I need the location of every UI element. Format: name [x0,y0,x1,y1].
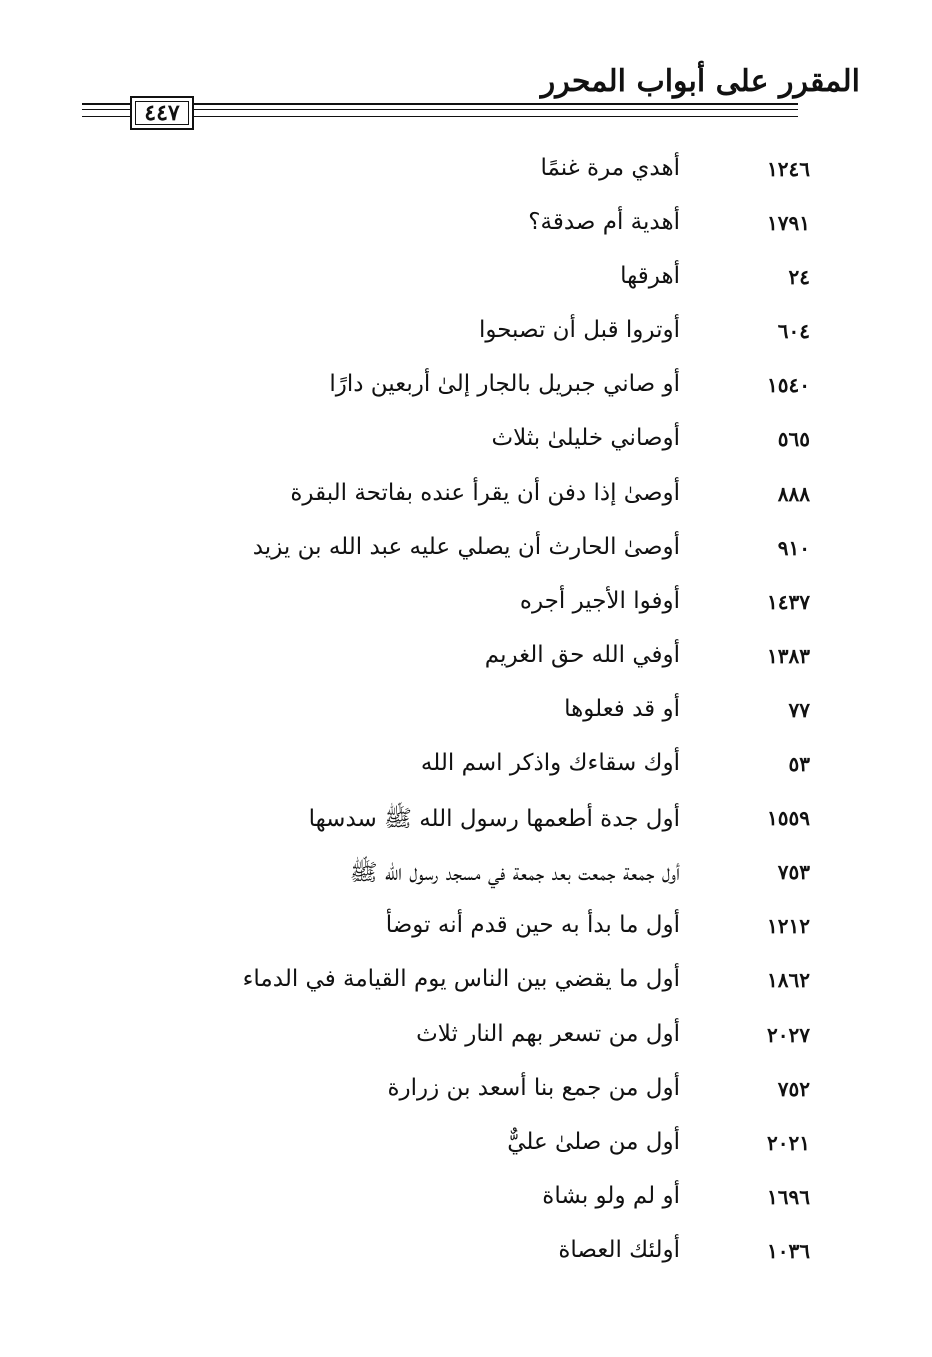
index-entry [0,253,932,307]
entry-text: أول من تسعر بهم النار ثلاث [416,1020,680,1047]
index-entry [0,524,932,578]
entry-number: ٨٨٨ [777,481,810,506]
entry-text: أوفي الله حق الغريم [484,641,680,668]
index-entry [0,578,932,632]
entry-number: ٢٠٢٧ [767,1022,810,1047]
entry-text: أول جمعة جمعت بعد جمعة في مسجد رسول الله ﷺ [349,860,680,887]
index-entry [0,470,932,524]
index-entry [0,1065,932,1119]
entry-number: ١٨٦٢ [767,968,810,993]
page-number: ٤٤٧ [144,100,180,126]
index-entry [0,307,932,361]
index-entry [0,848,932,902]
entry-text: أو قد فعلوها [564,695,680,722]
index-entry [0,794,932,848]
entry-number: ١٢٤٦ [767,157,810,181]
entry-text: أول من جمع بنا أسعد بن زرارة [387,1074,680,1101]
entry-number: ٧٥٢ [777,1076,810,1101]
entry-number: ١٥٤٠ [767,373,810,398]
entry-text: أولئك العصاة [558,1236,680,1263]
entry-text: أول ما يقضي بين الناس يوم القيامة في الدماء [242,966,680,993]
entry-number: ٢٤ [788,265,810,290]
entry-number: ١٣٨٣ [767,643,810,668]
entry-number: ٧٥٣ [777,860,810,885]
entry-text: أو لم ولو بشاة [542,1182,680,1209]
entry-text: أهدي مرة غنمًا [540,155,680,181]
entry-number: ٢٠٢١ [767,1130,810,1155]
index-entry [0,686,932,740]
hadith-index-list [0,145,932,1281]
index-entry [0,902,932,956]
entry-text: أوتروا قبل أن تصبحوا [478,317,680,344]
index-entry [0,415,932,469]
index-entry [0,145,932,199]
entry-text: أو صاني جبريل بالجار إلىٰ أربعين دارًا [329,371,680,398]
entry-number: ٥٦٥ [777,427,810,452]
entry-number: ١٠٣٦ [767,1238,810,1263]
entry-text: أوصاني خليلىٰ بثلاث [491,425,680,452]
entry-text: أوصىٰ إذا دفن أن يقرأ عنده بفاتحة البقرة [290,479,680,506]
entry-text: أوك سقاءك واذكر اسم الله [420,750,680,777]
entry-number: ٥٣ [788,752,810,777]
entry-text: أهرقها [620,263,680,290]
entry-number: ٧٧ [788,697,810,722]
entry-text: أول من صلىٰ عليٌّ [507,1128,680,1155]
index-entry [0,1119,932,1173]
entry-number: ١٤٣٧ [767,589,810,614]
index-entry [0,199,932,253]
index-entry [0,740,932,794]
index-entry [0,361,932,415]
entry-text: أوفوا الأجير أجره [519,587,680,614]
entry-number: ١٦٩٦ [767,1184,810,1209]
entry-number: ١٢١٢ [767,914,810,939]
entry-number: ١٧٩١ [767,211,810,236]
entry-text: أول ما بدأ به حين قدم أنه توضأ [385,912,680,939]
page-number-frame [130,96,194,130]
entry-number: ٦٠٤ [777,319,810,344]
running-header-title: المقرر على أبواب المحرر [540,64,860,99]
index-entry [0,632,932,686]
entry-text: أوصىٰ الحارث أن يصلي عليه عبد الله بن يزيد [252,533,680,560]
entry-number: ١٥٥٩ [767,806,810,831]
index-entry [0,956,932,1010]
entry-text: أول جدة أطعمها رسول الله ﷺ سدسها [308,806,680,833]
entry-text: أهدية أم صدقة؟ [528,209,680,236]
entry-number: ٩١٠ [777,535,810,560]
index-entry [0,1173,932,1227]
index-entry [0,1011,932,1065]
index-entry [0,1227,932,1281]
